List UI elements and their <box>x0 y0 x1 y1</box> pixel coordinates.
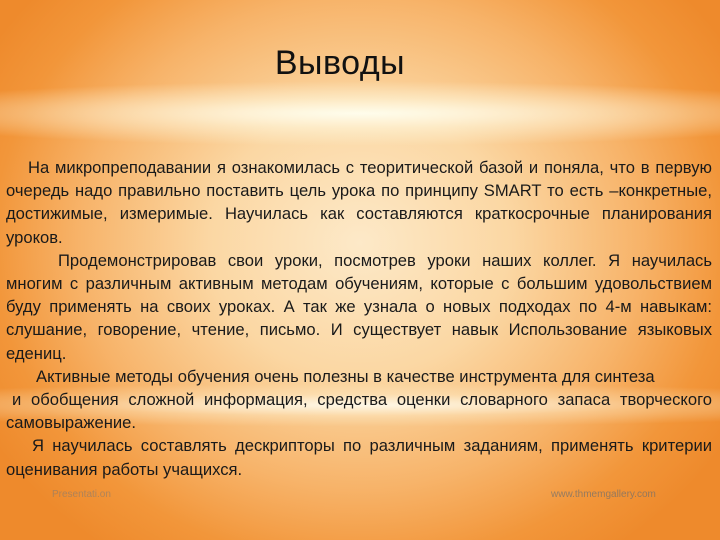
paragraph-2: Продемонстрировав свои уроки, посмотрев уроки наших коллег. Я научилась многим с различным активным методам обучениям, которые с большим удовольствием буду применять на своих уроках. А так же узнала о новых подходах по 4-м навыкам: слушание, говорение, чтение, письмо. И существует навык Использование языковых едениц. <box>6 250 712 363</box>
paragraph-3: Активные методы обучения очень полезны в качестве инструмента для синтеза <box>36 366 655 386</box>
paragraph-4: и обобщения сложной информация, средства оценки словарного запаса творческого самовыражение. <box>6 390 712 433</box>
watermark-right: www.thmemgallery.com <box>551 489 656 500</box>
paragraph-1: На микропреподавании я ознакомилась с теоритической базой и поняла, что в первую очередь надо правильно поставить цель урока по принципу SMART то есть –конкретные, достижимые, измеримые. Научилась как составляются краткосрочные планирования уроков. <box>6 158 712 247</box>
slide-title: Выводы <box>274 44 406 82</box>
slide-body <box>6 156 712 481</box>
paragraph-5: Я научилась составлять дескрипторы по различным заданиям, применять критерии оценивания работы учащихся. <box>6 436 712 479</box>
watermark-left: Presentati.on <box>52 489 111 500</box>
